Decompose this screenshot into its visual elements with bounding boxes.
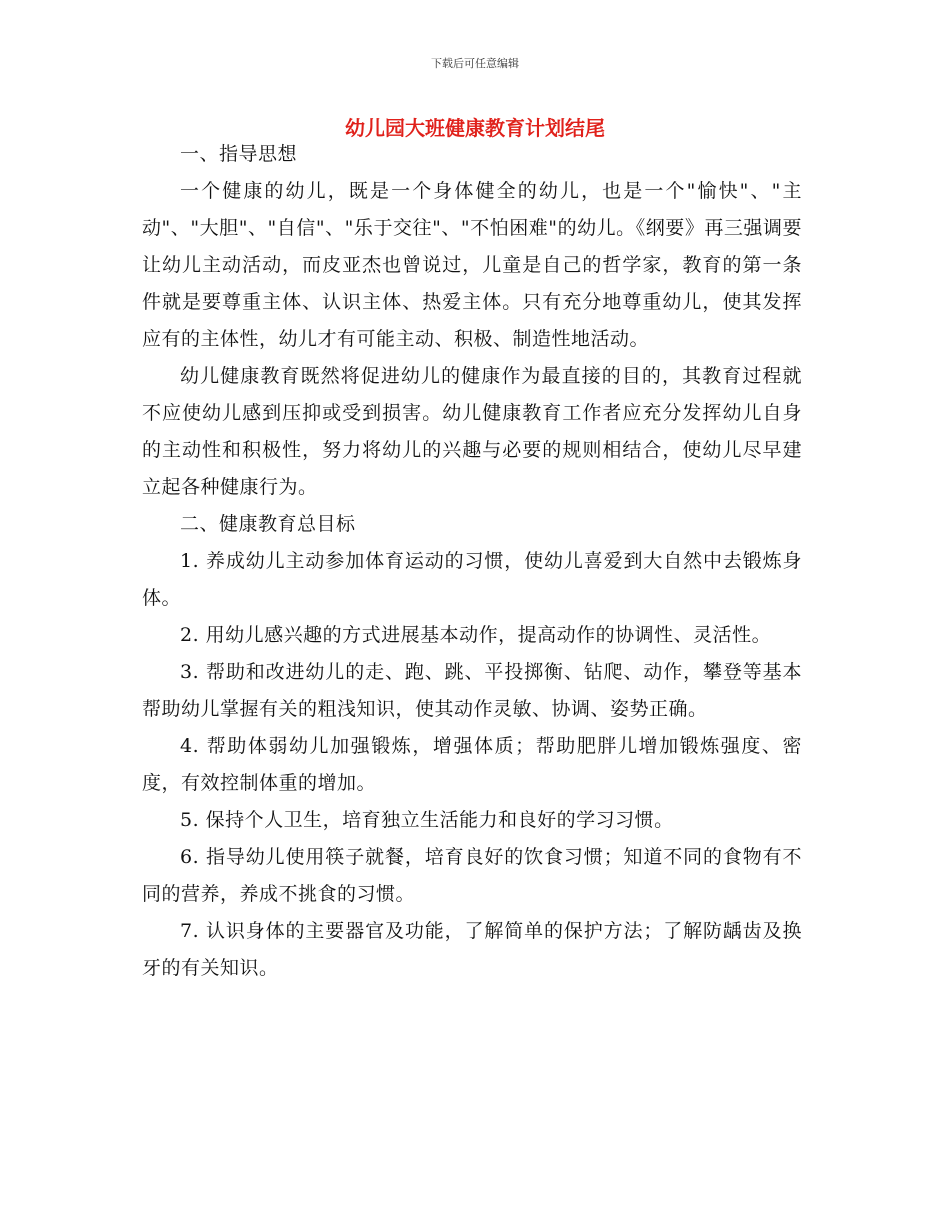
document-body bbox=[142, 136, 802, 987]
list-item: 5. 保持个人卫生，培育独立生活能力和良好的学习习惯。 bbox=[180, 809, 674, 831]
section-heading: 一、指导思想 bbox=[180, 143, 298, 165]
paragraph: 一个健康的幼儿，既是一个身体健全的幼儿，也是一个"愉快"、"主动"、"大胆"、"自信"、"乐于交往"、"不怕困难"的幼儿。《纲要》再三强调要让幼儿主动活动，而皮亚杰也曾说过，儿童是自己的哲学家，教育的第一条件就是要尊重主体、认识主体、热爱主体。只有充分地尊重幼儿，使其发挥应有的主体性，幼儿才有可能主动、积极、制造性地活动。 bbox=[142, 180, 802, 350]
list-item: 1. 养成幼儿主动参加体育运动的习惯，使幼儿喜爱到大自然中去锻炼身体。 bbox=[142, 550, 802, 609]
paragraph: 幼儿健康教育既然将促进幼儿的健康作为最直接的目的，其教育过程就不应使幼儿感到压抑或受到损害。幼儿健康教育工作者应充分发挥幼儿自身的主动性和积极性，努力将幼儿的兴趣与必要的规则相结合，使幼儿尽早建立起各种健康行为。 bbox=[142, 365, 802, 498]
list-item: 7. 认识身体的主要器官及功能，了解简单的保护方法；了解防龋齿及换牙的有关知识。 bbox=[142, 920, 802, 979]
list-item: 3. 帮助和改进幼儿的走、跑、跳、平投掷衡、钻爬、动作，攀登等基本帮助幼儿掌握有关的粗浅知识，使其动作灵敏、协调、姿势正确。 bbox=[142, 661, 802, 720]
header-note: 下载后可任意编辑 bbox=[431, 57, 519, 70]
list-item: 4. 帮助体弱幼儿加强锻炼，增强体质；帮助肥胖儿增加锻炼强度、密度，有效控制体重的增加。 bbox=[142, 735, 802, 794]
document-title: 幼儿园大班健康教育计划结尾 bbox=[345, 116, 605, 140]
section-heading: 二、健康教育总目标 bbox=[180, 513, 356, 535]
list-item: 6. 指导幼儿使用筷子就餐，培育良好的饮食习惯；知道不同的食物有不同的营养，养成不挑食的习惯。 bbox=[142, 846, 802, 905]
list-item: 2. 用幼儿感兴趣的方式进展基本动作，提高动作的协调性、灵活性。 bbox=[180, 624, 772, 646]
